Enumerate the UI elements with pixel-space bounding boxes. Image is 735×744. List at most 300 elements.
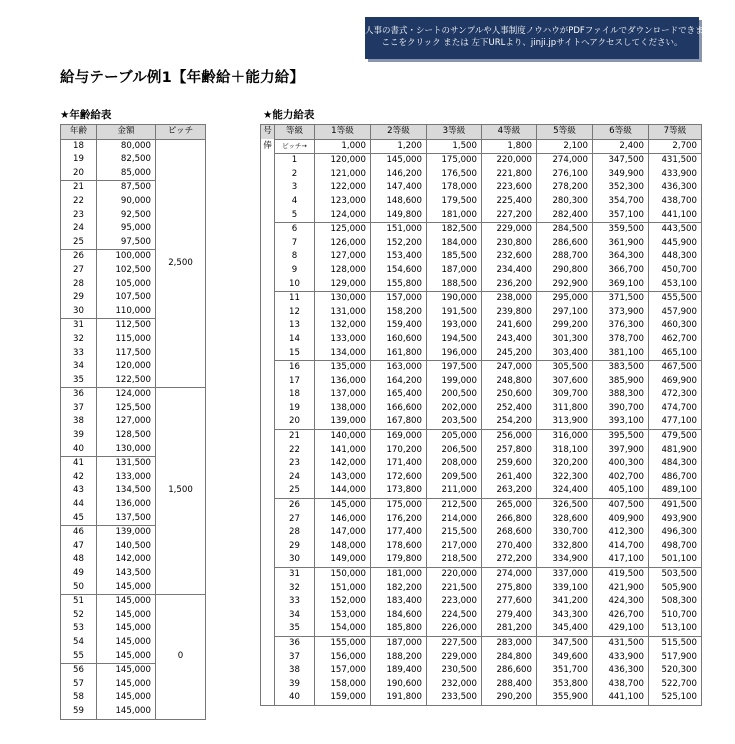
salary-cell: 286,600 <box>482 664 537 678</box>
salary-cell: 320,200 <box>537 457 593 471</box>
salary-cell: 120,000 <box>315 154 371 168</box>
salary-cell: 136,000 <box>315 375 371 389</box>
amount-cell: 145,000 <box>97 691 156 705</box>
side-label-top: 号 <box>261 125 275 140</box>
salary-cell: 438,700 <box>649 195 702 209</box>
step-number-cell: 30 <box>275 553 315 567</box>
amount-cell: 139,000 <box>97 526 156 540</box>
side-spacer <box>261 691 275 705</box>
salary-cell: 131,000 <box>315 306 371 320</box>
salary-cell: 145,000 <box>371 154 427 168</box>
amount-cell: 80,000 <box>97 139 156 153</box>
salary-cell: 139,000 <box>315 415 371 429</box>
step-number-cell: 14 <box>275 333 315 347</box>
salary-cell: 158,200 <box>371 306 427 320</box>
salary-cell: 303,400 <box>537 347 593 361</box>
ability-row <box>261 651 702 665</box>
salary-cell: 301,300 <box>537 333 593 347</box>
amount-cell: 128,500 <box>97 429 156 443</box>
salary-cell: 167,800 <box>371 415 427 429</box>
ability-row <box>261 223 702 237</box>
salary-cell: 132,000 <box>315 319 371 333</box>
salary-cell: 433,900 <box>649 168 702 182</box>
salary-cell: 292,900 <box>537 278 593 292</box>
age-cell: 25 <box>61 236 97 250</box>
salary-cell: 221,500 <box>427 582 482 596</box>
side-spacer <box>261 513 275 527</box>
age-cell: 49 <box>61 567 97 581</box>
salary-cell: 364,300 <box>593 250 649 264</box>
step-number-cell: 1 <box>275 154 315 168</box>
salary-cell: 355,900 <box>537 691 593 705</box>
age-cell: 34 <box>61 360 97 374</box>
ability-row <box>261 237 702 251</box>
salary-cell: 175,000 <box>427 154 482 168</box>
amount-cell: 130,000 <box>97 443 156 457</box>
salary-cell: 282,400 <box>537 209 593 223</box>
age-cell: 39 <box>61 429 97 443</box>
salary-cell: 145,000 <box>315 499 371 513</box>
salary-cell: 182,500 <box>427 223 482 237</box>
salary-cell: 322,300 <box>537 471 593 485</box>
side-spacer <box>261 444 275 458</box>
salary-cell: 397,900 <box>593 444 649 458</box>
salary-cell: 203,500 <box>427 415 482 429</box>
age-cell: 37 <box>61 402 97 416</box>
download-banner[interactable] <box>365 17 720 59</box>
side-spacer <box>261 168 275 182</box>
side-spacer <box>261 278 275 292</box>
amount-cell: 140,500 <box>97 540 156 554</box>
salary-cell: 171,400 <box>371 457 427 471</box>
salary-cell: 217,000 <box>427 540 482 554</box>
pitch-cell: 0 <box>156 595 206 719</box>
step-number-cell: 35 <box>275 622 315 636</box>
salary-cell: 395,500 <box>593 430 649 444</box>
salary-cell: 256,000 <box>482 430 537 444</box>
ability-row <box>261 168 702 182</box>
salary-cell: 510,700 <box>649 609 702 623</box>
side-spacer <box>261 237 275 251</box>
ability-row <box>261 333 702 347</box>
salary-cell: 122,000 <box>315 181 371 195</box>
ability-row <box>261 292 702 306</box>
salary-cell: 169,000 <box>371 430 427 444</box>
salary-cell: 297,100 <box>537 306 593 320</box>
side-spacer <box>261 306 275 320</box>
salary-cell: 194,500 <box>427 333 482 347</box>
salary-cell: 266,800 <box>482 513 537 527</box>
salary-cell: 290,200 <box>482 691 537 705</box>
salary-cell: 183,400 <box>371 595 427 609</box>
grade-column-header: 6等級 <box>593 125 649 140</box>
salary-cell: 388,300 <box>593 388 649 402</box>
ability-row <box>261 388 702 402</box>
age-cell: 30 <box>61 305 97 319</box>
step-number-cell: 25 <box>275 484 315 498</box>
salary-cell: 227,500 <box>427 636 482 650</box>
salary-cell: 371,500 <box>593 292 649 306</box>
salary-cell: 147,400 <box>371 181 427 195</box>
salary-cell: 170,200 <box>371 444 427 458</box>
pitch-value-cell: 1,800 <box>482 139 537 154</box>
salary-cell: 164,200 <box>371 375 427 389</box>
ability-row <box>261 250 702 264</box>
salary-cell: 295,000 <box>537 292 593 306</box>
ability-row <box>261 499 702 513</box>
amount-cell: 120,000 <box>97 360 156 374</box>
age-cell: 50 <box>61 581 97 595</box>
salary-cell: 491,500 <box>649 499 702 513</box>
salary-cell: 190,600 <box>371 678 427 692</box>
step-number-cell: 39 <box>275 678 315 692</box>
age-table-heading: ★年齢給表 <box>60 109 112 121</box>
amount-cell: 122,500 <box>97 374 156 388</box>
side-spacer <box>261 595 275 609</box>
amount-cell: 105,000 <box>97 278 156 292</box>
age-cell: 45 <box>61 512 97 526</box>
salary-cell: 400,300 <box>593 457 649 471</box>
salary-cell: 305,500 <box>537 361 593 375</box>
age-cell: 43 <box>61 484 97 498</box>
side-spacer <box>261 361 275 375</box>
age-cell: 32 <box>61 333 97 347</box>
salary-cell: 353,800 <box>537 678 593 692</box>
pitch-cell: 1,500 <box>156 388 206 595</box>
salary-cell: 361,900 <box>593 237 649 251</box>
salary-cell: 187,000 <box>427 264 482 278</box>
salary-cell: 184,600 <box>371 609 427 623</box>
side-spacer <box>261 430 275 444</box>
salary-cell: 431,500 <box>649 154 702 168</box>
pitch-header: ピッチ <box>156 125 206 140</box>
salary-cell: 126,000 <box>315 237 371 251</box>
salary-cell: 225,400 <box>482 195 537 209</box>
step-number-cell: 33 <box>275 595 315 609</box>
age-cell: 56 <box>61 664 97 678</box>
amount-cell: 134,500 <box>97 484 156 498</box>
amount-cell: 82,500 <box>97 153 156 167</box>
amount-cell: 145,000 <box>97 609 156 623</box>
salary-cell: 241,600 <box>482 319 537 333</box>
age-cell: 38 <box>61 415 97 429</box>
ability-table-heading: ★能力給表 <box>263 109 315 121</box>
salary-cell: 173,800 <box>371 484 427 498</box>
salary-cell: 156,000 <box>315 651 371 665</box>
amount-cell: 145,000 <box>97 678 156 692</box>
salary-cell: 288,700 <box>537 250 593 264</box>
salary-cell: 230,800 <box>482 237 537 251</box>
banner-line-2[interactable]: ここをクリック または 左下URLより、jinji.jpサイトへアクセスしてください。 <box>381 38 683 48</box>
age-cell: 33 <box>61 347 97 361</box>
ability-row <box>261 471 702 485</box>
salary-cell: 455,500 <box>649 292 702 306</box>
ability-row <box>261 415 702 429</box>
side-spacer <box>261 526 275 540</box>
salary-cell: 347,500 <box>593 154 649 168</box>
salary-cell: 263,200 <box>482 484 537 498</box>
salary-cell: 191,800 <box>371 691 427 705</box>
salary-cell: 223,600 <box>482 181 537 195</box>
side-spacer <box>261 484 275 498</box>
pitch-row <box>261 139 702 154</box>
salary-cell: 520,300 <box>649 664 702 678</box>
salary-cell: 426,700 <box>593 609 649 623</box>
step-number-cell: 40 <box>275 691 315 705</box>
salary-cell: 481,900 <box>649 444 702 458</box>
salary-cell: 209,500 <box>427 471 482 485</box>
salary-cell: 177,400 <box>371 526 427 540</box>
salary-cell: 405,100 <box>593 484 649 498</box>
salary-cell: 489,100 <box>649 484 702 498</box>
amount-cell: 124,000 <box>97 388 156 402</box>
ability-row <box>261 209 702 223</box>
step-number-cell: 23 <box>275 457 315 471</box>
salary-cell: 250,600 <box>482 388 537 402</box>
salary-cell: 276,100 <box>537 168 593 182</box>
salary-cell: 484,300 <box>649 457 702 471</box>
amount-header: 金額 <box>97 125 156 140</box>
salary-cell: 152,200 <box>371 237 427 251</box>
grade-column-header: 5等級 <box>537 125 593 140</box>
salary-cell: 277,600 <box>482 595 537 609</box>
salary-cell: 281,200 <box>482 622 537 636</box>
salary-cell: 129,000 <box>315 278 371 292</box>
salary-cell: 185,800 <box>371 622 427 636</box>
salary-cell: 431,500 <box>593 636 649 650</box>
step-number-cell: 26 <box>275 499 315 513</box>
salary-cell: 149,800 <box>371 209 427 223</box>
step-number-cell: 13 <box>275 319 315 333</box>
salary-cell: 197,500 <box>427 361 482 375</box>
pitch-value-cell: 2,700 <box>649 139 702 154</box>
salary-cell: 154,000 <box>315 622 371 636</box>
salary-cell: 274,000 <box>482 568 537 582</box>
salary-cell: 261,400 <box>482 471 537 485</box>
salary-cell: 134,000 <box>315 347 371 361</box>
age-cell: 41 <box>61 457 97 471</box>
salary-cell: 337,000 <box>537 568 593 582</box>
salary-cell: 421,900 <box>593 582 649 596</box>
salary-cell: 443,500 <box>649 223 702 237</box>
step-number-cell: 24 <box>275 471 315 485</box>
amount-cell: 87,500 <box>97 181 156 195</box>
age-cell: 52 <box>61 609 97 623</box>
salary-cell: 324,400 <box>537 484 593 498</box>
salary-cell: 191,500 <box>427 306 482 320</box>
salary-cell: 429,100 <box>593 622 649 636</box>
salary-cell: 175,000 <box>371 499 427 513</box>
salary-cell: 214,000 <box>427 513 482 527</box>
salary-cell: 193,000 <box>427 319 482 333</box>
salary-cell: 144,000 <box>315 484 371 498</box>
side-spacer <box>261 664 275 678</box>
salary-cell: 357,100 <box>593 209 649 223</box>
salary-cell: 351,700 <box>537 664 593 678</box>
salary-cell: 150,000 <box>315 568 371 582</box>
salary-cell: 140,000 <box>315 430 371 444</box>
salary-cell: 155,800 <box>371 278 427 292</box>
side-spacer <box>261 636 275 650</box>
salary-cell: 477,100 <box>649 415 702 429</box>
salary-cell: 448,300 <box>649 250 702 264</box>
salary-cell: 419,500 <box>593 568 649 582</box>
salary-cell: 436,300 <box>649 181 702 195</box>
ability-row <box>261 457 702 471</box>
salary-cell: 248,800 <box>482 375 537 389</box>
side-spacer <box>261 250 275 264</box>
salary-cell: 265,000 <box>482 499 537 513</box>
step-number-cell: 7 <box>275 237 315 251</box>
salary-cell: 457,900 <box>649 306 702 320</box>
salary-cell: 196,000 <box>427 347 482 361</box>
age-cell: 51 <box>61 595 97 609</box>
ability-row <box>261 622 702 636</box>
amount-cell: 142,000 <box>97 553 156 567</box>
step-number-cell: 20 <box>275 415 315 429</box>
salary-cell: 341,200 <box>537 595 593 609</box>
salary-cell: 390,700 <box>593 402 649 416</box>
amount-cell: 145,000 <box>97 595 156 609</box>
salary-cell: 153,000 <box>315 609 371 623</box>
salary-cell: 343,300 <box>537 609 593 623</box>
step-number-cell: 16 <box>275 361 315 375</box>
salary-cell: 218,500 <box>427 553 482 567</box>
age-cell: 20 <box>61 167 97 181</box>
ability-row <box>261 195 702 209</box>
salary-cell: 163,000 <box>371 361 427 375</box>
step-number-cell: 11 <box>275 292 315 306</box>
salary-cell: 179,500 <box>427 195 482 209</box>
salary-cell: 159,000 <box>315 691 371 705</box>
age-cell: 58 <box>61 691 97 705</box>
amount-cell: 117,500 <box>97 347 156 361</box>
salary-cell: 283,000 <box>482 636 537 650</box>
salary-cell: 474,700 <box>649 402 702 416</box>
salary-cell: 125,000 <box>315 223 371 237</box>
salary-cell: 286,600 <box>537 237 593 251</box>
salary-cell: 369,100 <box>593 278 649 292</box>
salary-cell: 513,100 <box>649 622 702 636</box>
salary-cell: 146,000 <box>315 513 371 527</box>
step-number-cell: 17 <box>275 375 315 389</box>
page-title: 給与テーブル例1【年齢給＋能力給】 <box>60 70 305 86</box>
salary-cell: 153,400 <box>371 250 427 264</box>
age-cell: 55 <box>61 650 97 664</box>
age-cell: 47 <box>61 540 97 554</box>
salary-cell: 199,000 <box>427 375 482 389</box>
side-spacer <box>261 568 275 582</box>
side-spacer <box>261 651 275 665</box>
salary-cell: 141,000 <box>315 444 371 458</box>
age-cell: 27 <box>61 264 97 278</box>
age-cell: 57 <box>61 678 97 692</box>
salary-cell: 233,500 <box>427 691 482 705</box>
step-number-cell: 31 <box>275 568 315 582</box>
salary-cell: 230,500 <box>427 664 482 678</box>
salary-cell: 229,000 <box>482 223 537 237</box>
salary-cell: 288,400 <box>482 678 537 692</box>
salary-cell: 465,100 <box>649 347 702 361</box>
amount-cell: 107,500 <box>97 291 156 305</box>
salary-cell: 433,900 <box>593 651 649 665</box>
step-number-cell: 5 <box>275 209 315 223</box>
grade-column-header: 4等級 <box>482 125 537 140</box>
salary-cell: 270,400 <box>482 540 537 554</box>
amount-cell: 145,000 <box>97 581 156 595</box>
salary-cell: 493,900 <box>649 513 702 527</box>
salary-cell: 149,000 <box>315 553 371 567</box>
ability-row <box>261 444 702 458</box>
step-number-cell: 12 <box>275 306 315 320</box>
step-number-cell: 38 <box>275 664 315 678</box>
amount-cell: 115,000 <box>97 333 156 347</box>
salary-cell: 181,000 <box>371 568 427 582</box>
age-cell: 40 <box>61 443 97 457</box>
grade-header: 等級 <box>275 125 315 140</box>
salary-cell: 133,000 <box>315 333 371 347</box>
age-cell: 42 <box>61 471 97 485</box>
salary-cell: 187,000 <box>371 636 427 650</box>
salary-cell: 407,500 <box>593 499 649 513</box>
amount-cell: 85,000 <box>97 167 156 181</box>
salary-cell: 157,000 <box>371 292 427 306</box>
side-spacer <box>261 375 275 389</box>
ability-row <box>261 526 702 540</box>
salary-cell: 208,000 <box>427 457 482 471</box>
step-number-cell: 4 <box>275 195 315 209</box>
salary-cell: 284,500 <box>537 223 593 237</box>
pitch-value-cell: 2,400 <box>593 139 649 154</box>
salary-cell: 234,400 <box>482 264 537 278</box>
salary-cell: 467,500 <box>649 361 702 375</box>
salary-cell: 332,800 <box>537 540 593 554</box>
ability-row <box>261 375 702 389</box>
salary-cell: 486,700 <box>649 471 702 485</box>
salary-cell: 121,000 <box>315 168 371 182</box>
grade-column-header: 1等級 <box>315 125 371 140</box>
ability-pay-table <box>260 124 702 706</box>
salary-cell: 445,900 <box>649 237 702 251</box>
salary-cell: 189,400 <box>371 664 427 678</box>
side-spacer <box>261 499 275 513</box>
step-number-cell: 27 <box>275 513 315 527</box>
salary-cell: 339,100 <box>537 582 593 596</box>
salary-cell: 166,600 <box>371 402 427 416</box>
side-spacer <box>261 292 275 306</box>
banner-line-1[interactable]: 人事の書式・シートのサンプルや人事制度ノウハウがPDFファイルでダウンロードできます。 <box>365 26 720 36</box>
age-cell: 53 <box>61 622 97 636</box>
salary-cell: 257,800 <box>482 444 537 458</box>
salary-cell: 450,700 <box>649 264 702 278</box>
salary-cell: 525,100 <box>649 691 702 705</box>
step-number-cell: 10 <box>275 278 315 292</box>
amount-cell: 131,500 <box>97 457 156 471</box>
salary-cell: 138,000 <box>315 402 371 416</box>
salary-cell: 385,900 <box>593 375 649 389</box>
salary-cell: 330,700 <box>537 526 593 540</box>
grade-column-header: 3等級 <box>427 125 482 140</box>
pitch-value-cell: 1,000 <box>315 139 371 154</box>
side-spacer <box>261 154 275 168</box>
salary-cell: 359,500 <box>593 223 649 237</box>
salary-cell: 376,300 <box>593 319 649 333</box>
ability-row <box>261 664 702 678</box>
salary-cell: 275,800 <box>482 582 537 596</box>
step-number-cell: 9 <box>275 264 315 278</box>
side-spacer <box>261 319 275 333</box>
ability-row <box>261 347 702 361</box>
